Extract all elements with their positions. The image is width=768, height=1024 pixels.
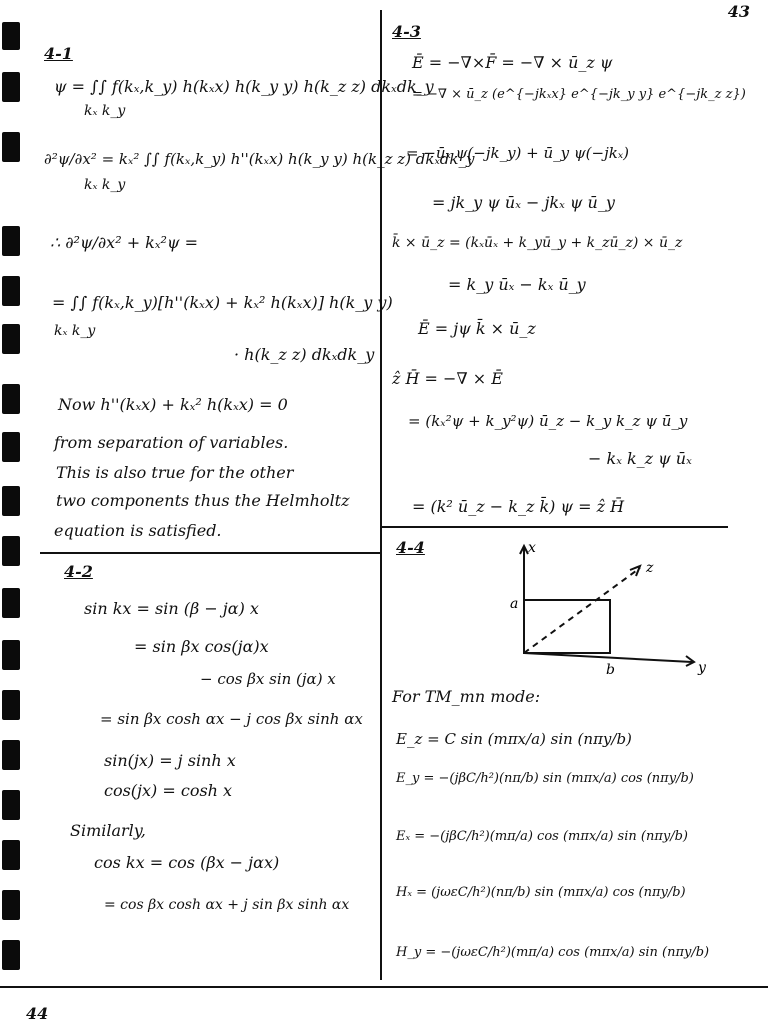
section-4-2 [64, 558, 380, 986]
equation-line: = (kₓ²ψ + k_y²ψ) ū_z − k_y k_z ψ ū_y [408, 412, 688, 430]
page-number-top: 43 [727, 2, 750, 21]
page-number-bottom: 44 [26, 1004, 49, 1023]
subscript-line: kₓ k_y [84, 103, 126, 119]
equation-line: E_y = −(jβC/h²)(nπ/b) sin (mπx/a) cos (nπy/b) [396, 771, 694, 786]
left-horizontal-divider [40, 552, 382, 554]
section-title: 4-4 [396, 538, 425, 557]
equation-line: H_y = −(jωεC/h²)(mπ/a) cos (mπx/a) sin (nπy/b) [396, 945, 710, 960]
equation-line: ∂²ψ/∂x² = kₓ² ∫∫ f(kₓ,k_y) h''(kₓx) h(k_y y) h(k_z z) dkₓdk_y [44, 150, 475, 168]
equation-line: = sin βx cos(jα)x [134, 637, 269, 656]
equation-line: sin kx = sin (β − jα) x [84, 599, 259, 618]
equation-line: − kₓ k_z ψ ūₓ [588, 449, 692, 468]
punch-hole [2, 690, 20, 720]
punch-hole [2, 132, 20, 162]
punch-hole [2, 840, 20, 870]
text-line: This is also true for the other [56, 463, 294, 482]
punch-hole [2, 740, 20, 770]
equation-line: ∴ ∂²ψ/∂x² + kₓ²ψ = [50, 233, 199, 252]
equation-line: = k_y ūₓ − kₓ ū_y [448, 275, 586, 294]
equation-line: ψ = ∫∫ f(kₓ,k_y) h(kₓx) h(k_y y) h(k_z z) dkₓdk_y [54, 77, 434, 96]
section-4-4 [392, 532, 732, 980]
punch-hole [2, 588, 20, 618]
right-horizontal-divider [380, 526, 728, 528]
punch-hole [2, 790, 20, 820]
equation-line: · h(k_z z) dkₓdk_y [234, 345, 375, 364]
punch-hole [2, 226, 20, 256]
text-line: For TM_mn mode: [392, 687, 541, 706]
dimension-label-b: b [606, 662, 615, 678]
axis-label-x: x [528, 540, 536, 556]
equation-line: = ∫∫ f(kₓ,k_y)[h''(kₓx) + kₓ² h(kₓx)] h(k_y y) [52, 293, 393, 312]
section-title: 4-2 [64, 562, 93, 581]
equation-line: = −ūₓ ψ(−jk_y) + ū_y ψ(−jkₓ) [406, 144, 630, 162]
punch-hole [2, 890, 20, 920]
equation-line: Ē = −∇×F̄ = −∇ × ū_z ψ [412, 53, 613, 72]
equation-line: = jk_y ψ ūₓ − jkₓ ψ ū_y [432, 193, 615, 212]
section-title: 4-3 [392, 22, 421, 41]
bottom-rule [0, 986, 768, 988]
punch-hole [2, 72, 20, 102]
section-title: 4-1 [44, 44, 73, 63]
punch-hole [2, 940, 20, 970]
waveguide-diagram [502, 538, 712, 678]
axis-label-z: z [646, 560, 654, 576]
punch-hole [2, 22, 20, 50]
subscript-line: kₓ k_y [54, 323, 96, 339]
equation-line: cos kx = cos (βx − jαx) [94, 853, 280, 872]
equation-line: Eₓ = −(jβC/h²)(mπ/a) cos (mπx/a) sin (nπy/b) [396, 829, 688, 844]
equation-line: cos(jx) = cosh x [104, 781, 233, 800]
equation-line: E_z = C sin (mπx/a) sin (nπy/b) [396, 730, 632, 748]
equation-line: ẑ H̄ = −∇ × Ē [392, 369, 503, 388]
equation-line: k̄ × ū_z = (kₓūₓ + k_yū_y + k_zū_z) × ū_z [392, 235, 683, 251]
equation-line: Hₓ = (jωεC/h²)(nπ/b) sin (mπx/a) cos (nπy/b) [396, 885, 686, 900]
subscript-line: kₓ k_y [84, 177, 126, 193]
punch-hole [2, 276, 20, 306]
section-4-3 [392, 22, 746, 526]
equation-line: Ē = jψ k̄ × ū_z [418, 319, 536, 338]
punch-hole [2, 486, 20, 516]
equation-line: = cos βx cosh αx + j sin βx sinh αx [104, 897, 350, 913]
equation-line: sin(jx) = j sinh x [104, 751, 236, 770]
equation-line: − cos βx sin (jα) x [200, 670, 336, 688]
punch-hole [2, 324, 20, 354]
dimension-label-a: a [510, 596, 519, 612]
punch-hole [2, 536, 20, 566]
axis-label-y: y [698, 660, 706, 676]
equation-line: = −∇ × ū_z (e^{−jkₓx} e^{−jk_y y} e^{−jk_z z}) [412, 87, 746, 102]
punch-hole [2, 640, 20, 670]
punch-hole [2, 432, 20, 462]
text-line: Similarly, [70, 821, 146, 840]
punch-hole [2, 384, 20, 414]
text-line: from separation of variables. [54, 433, 289, 452]
text-line: Now h''(kₓx) + kₓ² h(kₓx) = 0 [58, 395, 288, 414]
equation-line: = sin βx cosh αx − j cos βx sinh αx [100, 710, 363, 728]
equation-line: = (k² ū_z − k_z k̄) ψ = ẑ H̄ [412, 497, 625, 516]
text-line: two components thus the Helmholtz [56, 491, 350, 510]
text-line: equation is satisfied. [54, 521, 222, 540]
